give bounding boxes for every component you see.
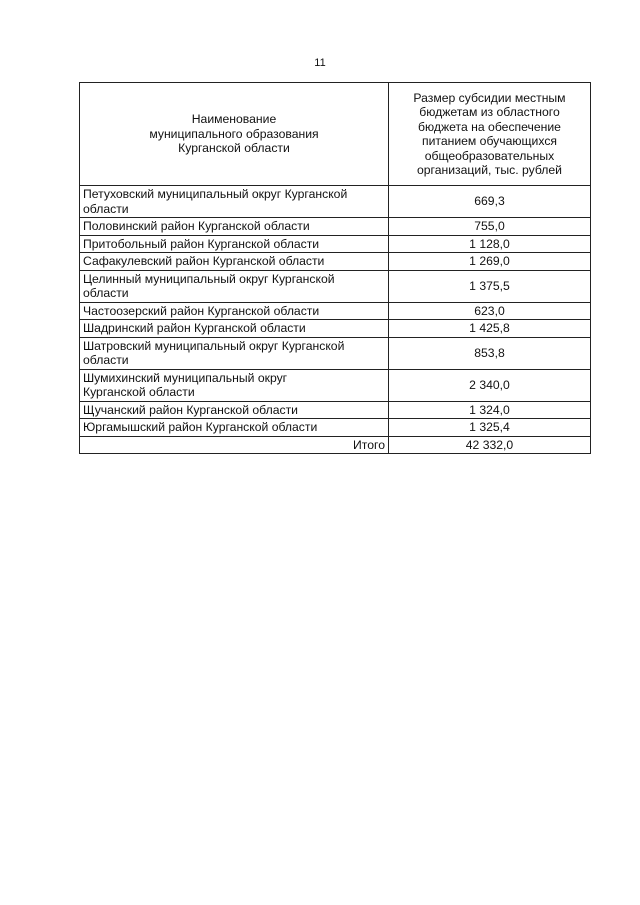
municipality-name: Шатровский муниципальный округ Курганской области xyxy=(80,337,389,369)
subsidy-value: 669,3 xyxy=(389,186,591,218)
subsidy-value: 1 128,0 xyxy=(389,235,591,253)
subsidy-value: 1 269,0 xyxy=(389,253,591,271)
municipality-name: Шумихинский муниципальный округ Курганской области xyxy=(80,369,389,401)
table-row xyxy=(80,401,591,419)
total-value: 42 332,0 xyxy=(389,436,591,454)
subsidy-value: 1 325,4 xyxy=(389,419,591,437)
table-row xyxy=(80,186,591,218)
table-row xyxy=(80,253,591,271)
total-row xyxy=(80,436,591,454)
table-row xyxy=(80,302,591,320)
municipality-name: Петуховский муниципальный округ Курганской области xyxy=(80,186,389,218)
subsidy-value: 623,0 xyxy=(389,302,591,320)
table-row xyxy=(80,235,591,253)
page-number: 11 xyxy=(314,57,326,69)
municipality-name: Сафакулевский район Курганской области xyxy=(80,253,389,271)
table-row xyxy=(80,218,591,236)
municipality-name: Притобольный район Курганской области xyxy=(80,235,389,253)
municipality-name: Целинный муниципальный округ Курганской области xyxy=(80,270,389,302)
subsidy-value: 853,8 xyxy=(389,337,591,369)
subsidy-value: 2 340,0 xyxy=(389,369,591,401)
table-row xyxy=(80,320,591,338)
municipality-name: Юргамышский район Курганской области xyxy=(80,419,389,437)
subsidy-value: 1 324,0 xyxy=(389,401,591,419)
municipality-name: Частоозерский район Курганской области xyxy=(80,302,389,320)
municipality-name: Половинский район Курганской области xyxy=(80,218,389,236)
table-header-row xyxy=(80,83,591,186)
subsidy-value: 755,0 xyxy=(389,218,591,236)
table-row xyxy=(80,337,591,369)
municipality-name: Щучанский район Курганской области xyxy=(80,401,389,419)
header-subsidy-amount: Размер субсидии местным бюджетам из областного бюджета на обеспечение питанием обучающихся общеобразовательных организаций, тыс. рублей xyxy=(389,83,591,186)
municipality-name: Шадринский район Курганской области xyxy=(80,320,389,338)
subsidy-value: 1 425,8 xyxy=(389,320,591,338)
table-row xyxy=(80,419,591,437)
subsidy-value: 1 375,5 xyxy=(389,270,591,302)
header-municipality-name: Наименование муниципального образования Курганской области xyxy=(80,83,389,186)
table-row xyxy=(80,369,591,401)
subsidy-table xyxy=(79,82,591,454)
table-row xyxy=(80,270,591,302)
total-label: Итого xyxy=(80,436,389,454)
